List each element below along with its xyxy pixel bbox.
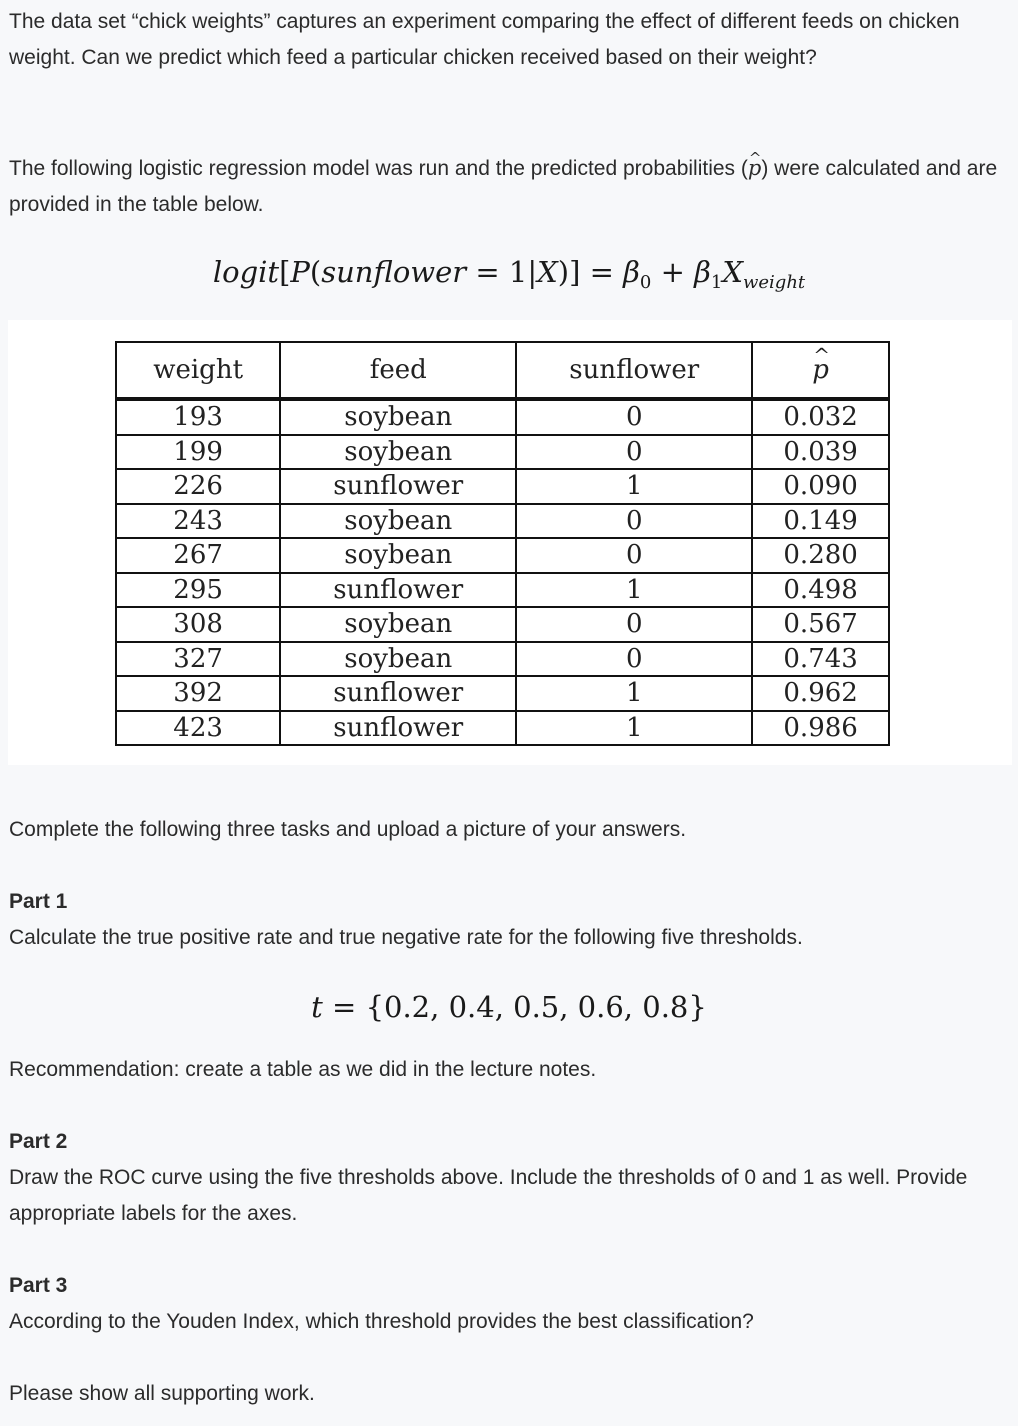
table-row [116, 435, 889, 470]
cell-weight: 423 [116, 711, 280, 746]
cell-p-hat: 0.090 [752, 469, 889, 504]
model-intro-before: The following logistic regression model was run and the predicted probabilities ( [9, 157, 748, 180]
header-feed: feed [280, 342, 516, 399]
cell-weight: 226 [116, 469, 280, 504]
closing-text: Please show all supporting work. [9, 1382, 315, 1405]
table-row [116, 504, 889, 539]
cell-sunflower: 1 [516, 676, 752, 711]
cell-feed: soybean [280, 504, 516, 539]
table-row [116, 607, 889, 642]
cell-feed: sunflower [280, 469, 516, 504]
cell-sunflower: 1 [516, 469, 752, 504]
table-row [116, 642, 889, 677]
cell-weight: 199 [116, 435, 280, 470]
cell-feed: sunflower [280, 711, 516, 746]
header-weight: weight [116, 342, 280, 399]
part1-text: Calculate the true positive rate and true negative rate for the following five thresholds. [9, 926, 803, 949]
cell-p-hat: 0.567 [752, 607, 889, 642]
cell-sunflower: 0 [516, 538, 752, 573]
cell-weight: 327 [116, 642, 280, 677]
header-p-hat-symbol: ^ p [812, 355, 829, 385]
model-intro-after: ) were calculated and are provided in the table below. [9, 157, 998, 216]
table-panel [8, 320, 1012, 765]
p-hat-symbol: ^ p [748, 150, 761, 186]
part1-title: Part 1 [9, 890, 68, 913]
cell-p-hat: 0.149 [752, 504, 889, 539]
cell-sunflower: 0 [516, 607, 752, 642]
cell-p-hat: 0.962 [752, 676, 889, 711]
part2-title: Part 2 [9, 1130, 68, 1153]
part1-recommendation: Recommendation: create a table as we did in the lecture notes. [9, 1058, 597, 1081]
table-row [116, 676, 889, 711]
cell-p-hat: 0.032 [752, 399, 889, 435]
table-row [116, 711, 889, 746]
cell-sunflower: 0 [516, 399, 752, 435]
tasks-intro: Complete the following three tasks and upload a picture of your answers. [9, 818, 687, 841]
logit-formula: logit[P(sunflower = $1|X)] = \beta_0 + \beta_1X_{weight}$ [212, 255, 806, 293]
cell-weight: 267 [116, 538, 280, 573]
part3-text: According to the Youden Index, which threshold provides the best classification? [9, 1310, 754, 1333]
table-header-row [116, 342, 889, 399]
cell-feed: soybean [280, 642, 516, 677]
cell-sunflower: 0 [516, 642, 752, 677]
header-sunflower: sunflower [516, 342, 752, 399]
cell-weight: 295 [116, 573, 280, 608]
cell-weight: 243 [116, 504, 280, 539]
cell-sunflower: 1 [516, 573, 752, 608]
cell-p-hat: 0.743 [752, 642, 889, 677]
table-row [116, 573, 889, 608]
cell-feed: soybean [280, 538, 516, 573]
cell-weight: 308 [116, 607, 280, 642]
part2-text: Draw the ROC curve using the five thresholds above. Include the thresholds of 0 and 1 as well. Provide appropriate labels for the axes. [9, 1166, 968, 1225]
cell-p-hat: 0.498 [752, 573, 889, 608]
data-table [115, 341, 890, 746]
thresholds-formula: t = {0.2, 0.4, 0.5, 0.6, 0.8} [311, 990, 707, 1024]
part3-title: Part 3 [9, 1274, 68, 1297]
table-row [116, 538, 889, 573]
cell-p-hat: 0.280 [752, 538, 889, 573]
cell-sunflower: 1 [516, 711, 752, 746]
cell-weight: 392 [116, 676, 280, 711]
cell-feed: soybean [280, 607, 516, 642]
cell-weight: 193 [116, 399, 280, 435]
header-p-hat [752, 342, 889, 399]
table-row [116, 399, 889, 435]
intro-paragraph: The data set “chick weights” captures an experiment comparing the effect of different feeds on chicken weight. Can we predict which feed a particular chicken received based on their weight? [9, 10, 960, 69]
table-row [116, 469, 889, 504]
cell-p-hat: 0.039 [752, 435, 889, 470]
cell-feed: sunflower [280, 573, 516, 608]
cell-feed: soybean [280, 435, 516, 470]
cell-sunflower: 0 [516, 435, 752, 470]
model-intro-paragraph [9, 150, 1009, 223]
cell-sunflower: 0 [516, 504, 752, 539]
cell-feed: soybean [280, 399, 516, 435]
cell-feed: sunflower [280, 676, 516, 711]
cell-p-hat: 0.986 [752, 711, 889, 746]
